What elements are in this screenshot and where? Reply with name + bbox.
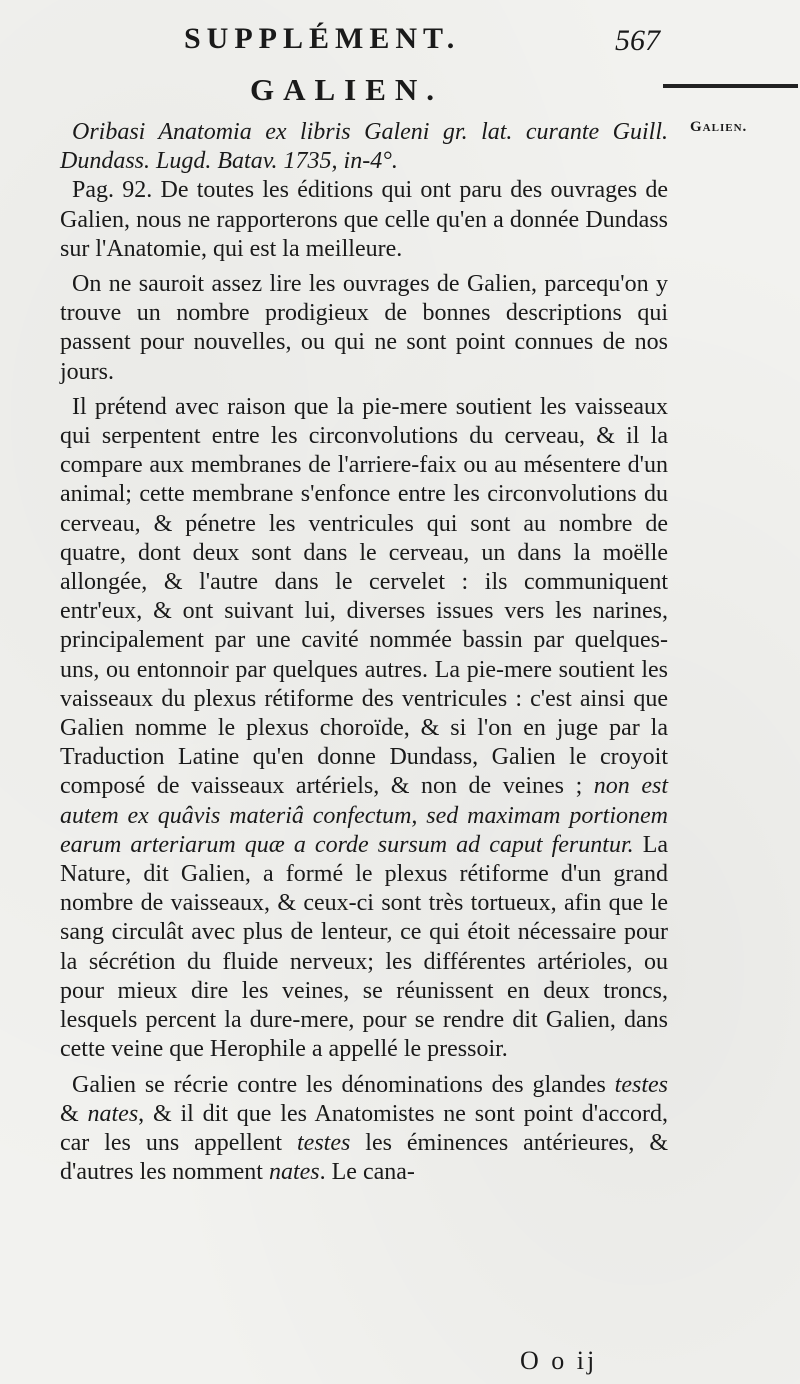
bibliographic-reference: Oribasi Anatomia ex libris Galeni gr. lat. curante Guill. Dundass. Lugd. Batav. 1735, in-4°. xyxy=(60,119,668,175)
paragraph-ouvrages: On ne sauroit assez lire les ouvrages de Galien, parcequ'on y trouve un nombre prodigieux de bonnes descriptions qui passent pour nouvelles, ou qui ne sont point connues de nos jours. xyxy=(60,271,668,385)
pie-mere-text: Il prétend avec raison que la pie-mere soutient les vaisseaux qui serpentent entre les circonvolutions du cerveau, & il la compare aux membranes de l'arriere-faix ou au mésentere d'un animal; cette membrane s'enfonce entre les circonvolutions du cerveau, & pénetre les ventricules qui sont au nombre de quatre, dont deux sont dans le cerveau, un dans la moëlle allongée, & l'autre dans le cervelet : ils communiquent entr'eux, & ont suivant lui, diverses issues vers les narines, principalement par une cavité nommée bassin par quelques-uns, ou entonnoir par quelques autres. La pie-mere soutient les vaisseaux du plexus rétiforme des ventricules : c'est ainsi que Galien nomme le plexus choroïde, & si l'on en juge par la Traduction Latine qu'en donne Dundass, Galien le croyoit composé de vaisseaux artériels, & non de veines ; xyxy=(60,393,668,800)
glandes-part: & xyxy=(60,1100,88,1127)
plexus-text: La Nature, dit Galien, a formé le plexus rétiforme d'un grand nombre de vaisseaux, & ceux-ci sont très tortueux, afin que le sang circulât avec plus de lenteur, ce qui étoit nécessaire pour la sécrétion du fluide nerveux; les différentes artérioles, ou pour mieux dire les veines, se réunissent en deux troncs, lesquels percent la dure-mere, pour se rendre dit Galien, dans cette veine que Herophile a appellé le pressoir. xyxy=(60,831,669,1063)
page-number: 567 xyxy=(615,24,660,57)
glandes-part: les éminences antérieures, & d'autres les nomment xyxy=(60,1129,668,1186)
paragraph-editions: Pag. 92. De toutes les éditions qui ont paru des ouvrages de Galien, nous ne rapporterons que celle qu'en a donnée Dundass sur l'Anatomie, qui est la meilleure. xyxy=(60,177,668,262)
glandes-part: Galien se récrie contre les dénominations des glandes xyxy=(72,1071,615,1098)
glandes-part: , & il dit que les Anatomistes ne sont point d'accord, car les uns appellent xyxy=(60,1100,668,1156)
glandes-part-italic: nates xyxy=(87,1100,139,1127)
latin-quotation: non est autem ex quâvis materiâ confectum, sed maximam portionem earum arteriarum quæ a corde sursum ad caput feruntur. xyxy=(60,773,668,858)
section-title: GALIEN. xyxy=(250,72,444,107)
glandes-part-italic: nates xyxy=(268,1159,320,1186)
page-header xyxy=(180,22,660,62)
margin-rule xyxy=(663,84,798,88)
glandes-part-italic: testes xyxy=(297,1129,351,1156)
glandes-part-italic: testes xyxy=(614,1071,668,1098)
glandes-part: . Le cana- xyxy=(319,1159,415,1186)
paragraph-pie-mere xyxy=(60,393,668,1065)
running-title: SUPPLÉMENT. xyxy=(184,22,461,55)
margin-note: Galien. xyxy=(690,119,748,135)
text-column xyxy=(60,118,668,1187)
signature-mark: O o ij xyxy=(520,1346,598,1375)
paragraph-glandes xyxy=(60,1071,668,1188)
